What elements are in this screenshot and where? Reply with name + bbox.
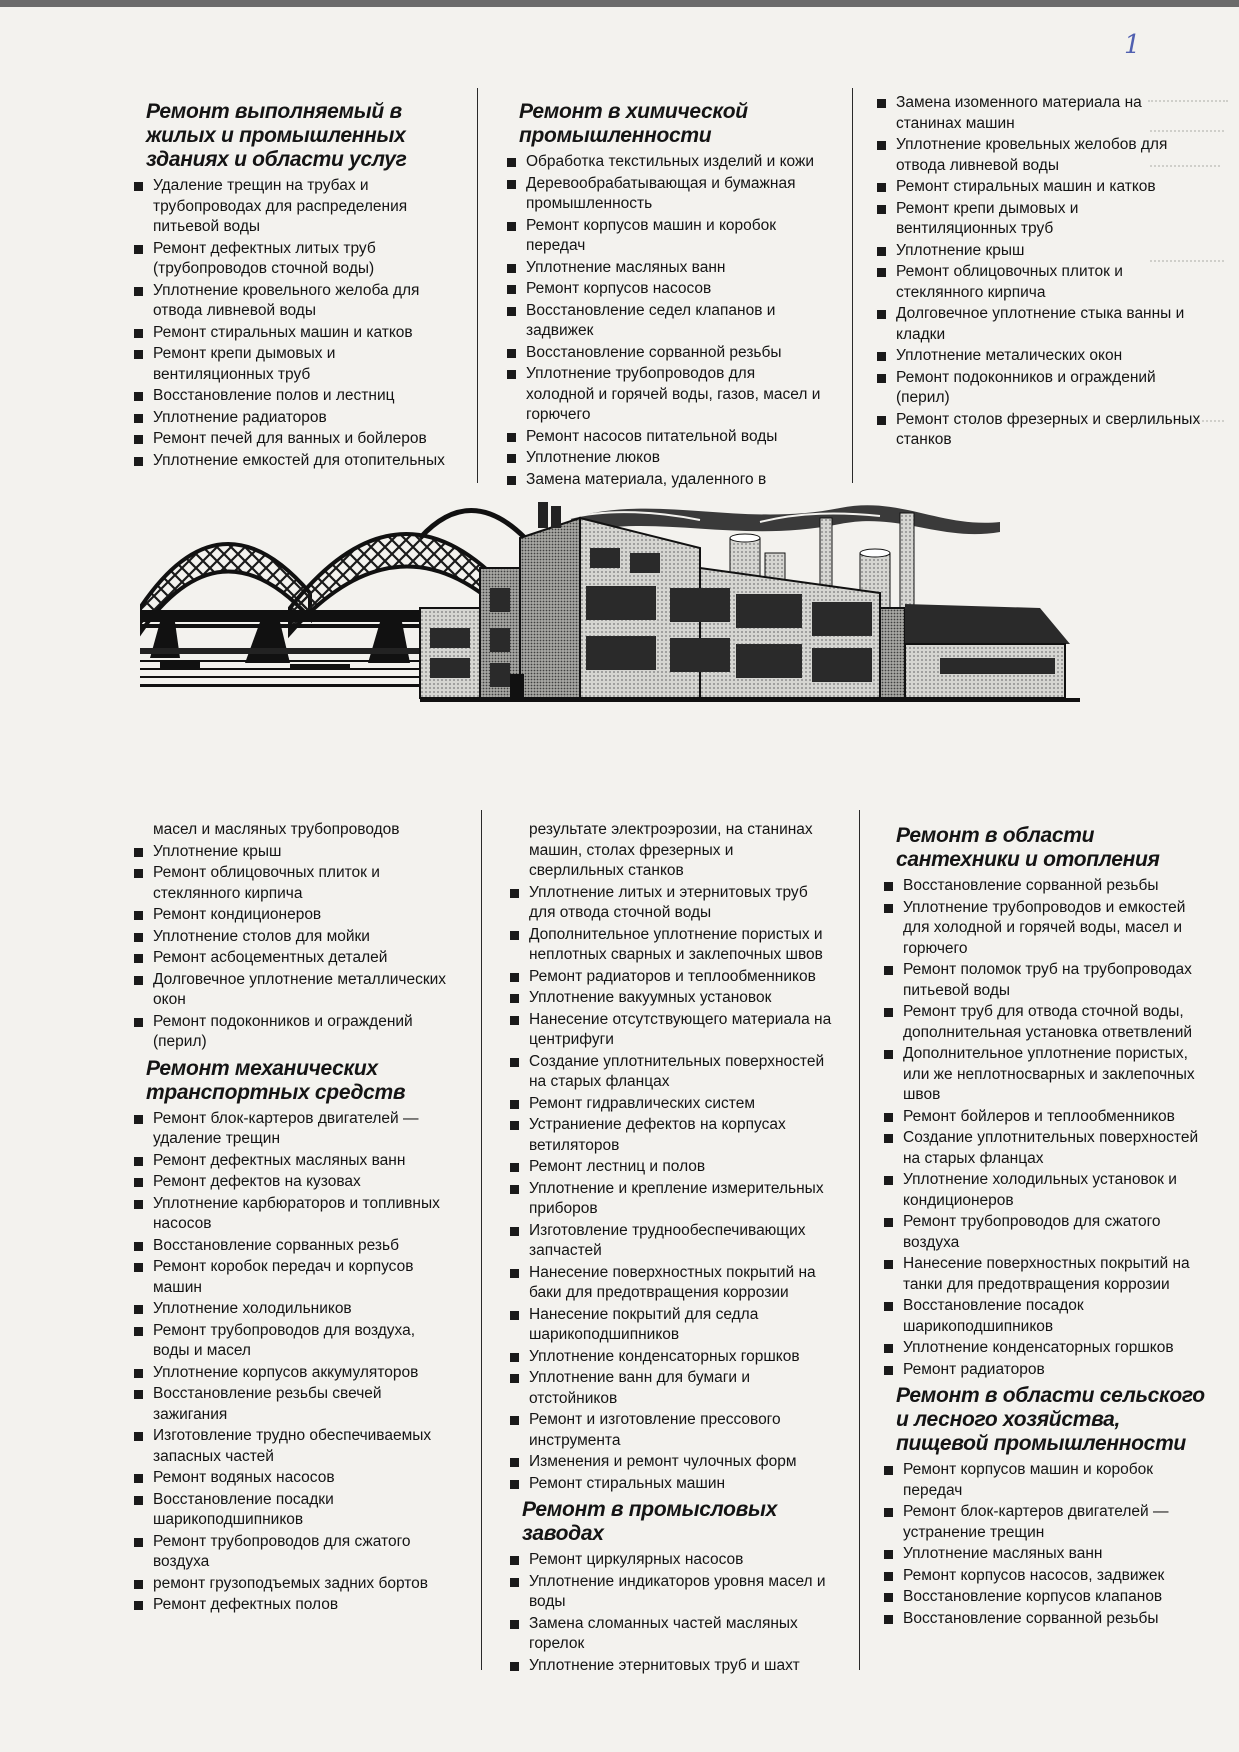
list-item: Восстановление посадки шарикоподшипников — [130, 1490, 452, 1531]
list-item: Ремонт бойлеров и теплообменников — [880, 1107, 1205, 1128]
list-item: Деревообрабатывающая и бумажная промышленность — [503, 174, 823, 215]
top-column-3 — [873, 93, 1203, 452]
list-item: Ремонт коробок передач и корпусов машин — [130, 1257, 452, 1298]
column-rule — [859, 810, 860, 1670]
list-item: Восстановление полов и лестниц — [130, 386, 448, 407]
list-item: Восстановление резьбы свечей зажигания — [130, 1384, 452, 1425]
list-item: Ремонт корпусов насосов — [503, 279, 823, 300]
list-item: Уплотнение этернитовых труб и шахт — [506, 1656, 832, 1677]
list-item: Долговечное уплотнение стыка ванны и кладки — [873, 304, 1203, 345]
list-item: Ремонт дефектных полов — [130, 1595, 452, 1616]
list-item: Уплотнение трубопроводов и емкостей для холодной и горячей воды, масел и горючего — [880, 898, 1205, 960]
list-item: Ремонт дефектов на кузовах — [130, 1172, 452, 1193]
list-item: Ремонт лестниц и полов — [506, 1157, 832, 1178]
list-item: Ремонт стиральных машин — [506, 1474, 832, 1495]
heading-trade-plants: Ремонт в промысловых заводах — [522, 1498, 778, 1545]
list-item: Уплотнение кровельных желобов для отвода ливневой воды — [873, 135, 1203, 176]
top-column-2 — [503, 96, 823, 491]
page-number-handwritten: 1 — [1124, 30, 1141, 60]
list-item: Восстановление седел клапанов и задвижек — [503, 301, 823, 342]
list-item: Ремонт труб для отвода сточной воды, дополнительная установка ответвлений — [880, 1002, 1205, 1043]
list-item: Уплотнение холодильных установок и кондиционеров — [880, 1170, 1205, 1211]
list-item: Замена изоменного материала на станинах машин — [873, 93, 1203, 134]
list-item: Ремонт асбоцементных деталей — [130, 948, 452, 969]
list-item: Создание уплотнительных поверхностей на старых фланцах — [506, 1052, 832, 1093]
list-item: Уплотнение масляных ванн — [503, 258, 823, 279]
continuation-text: масел и масляных трубопроводов — [153, 821, 400, 838]
list-item: Уплотнение корпусов аккумуляторов — [130, 1363, 452, 1384]
list-item: Уплотнение столов для мойки — [130, 927, 452, 948]
list-item: Создание уплотнительных поверхностей на старых фланцах — [880, 1128, 1205, 1169]
list-item: Ремонт трубопроводов для воздуха, воды и масел — [130, 1321, 452, 1362]
list-item: Восстановление сорванных резьб — [130, 1236, 452, 1257]
list-item: Обработка текстильных изделий и кожи — [503, 152, 823, 173]
list — [503, 152, 823, 490]
list-item: Нанесение поверхностных покрытий на танки для предотвращения коррозии — [880, 1254, 1205, 1295]
list-item: Ремонт насосов питательной воды — [503, 427, 823, 448]
list-item: Уплотнение карбюраторов и топливных насосов — [130, 1194, 452, 1235]
list-item: Ремонт дефектных литых труб (трубопроводов сточной воды) — [130, 239, 448, 280]
list — [130, 176, 448, 471]
list — [130, 1109, 452, 1616]
list-item: Уплотнение крыш — [130, 842, 452, 863]
list-item: Уплотнение конденсаторных горшков — [880, 1338, 1205, 1359]
list-item: Ремонт стиральных машин и катков — [130, 323, 448, 344]
list-item: Ремонт блок-картеров двигателей — устранение трещин — [880, 1502, 1205, 1543]
list-item: Устраниение дефектов на корпусах ветиляторов — [506, 1115, 832, 1156]
list-item: Ремонт подоконников и ограждений (перил) — [130, 1012, 452, 1053]
list-item: Долговечное уплотнение металлических окон — [130, 970, 452, 1011]
list-item: Изготовление труднообеспечивающих запчастей — [506, 1221, 832, 1262]
bottom-column-3 — [880, 820, 1205, 1630]
list-item: Дополнительное уплотнение пористых, или же неплотносварных и заклепочных швов — [880, 1044, 1205, 1106]
top-column-1 — [130, 96, 448, 472]
column-rule — [852, 88, 853, 483]
list-item: Ремонт дефектных масляных ванн — [130, 1151, 452, 1172]
list — [506, 1550, 832, 1676]
list-item: Ремонт циркулярных насосов — [506, 1550, 832, 1571]
industrial-illustration — [140, 498, 1200, 784]
heading-residential-industrial: Ремонт выполняемый в жилых и промышленных зданиях и области услуг — [146, 100, 407, 171]
list-item: Ремонт водяных насосов — [130, 1468, 452, 1489]
list-item: Ремонт крепи дымовых и вентиляционных труб — [873, 199, 1203, 240]
heading-plumbing-heating: Ремонт в области сантехники и отопления — [896, 824, 1160, 871]
list-item: Ремонт подоконников и ограждений (перил) — [873, 368, 1203, 409]
list-item: Ремонт блок-картеров двигателей — удаление трещин — [130, 1109, 452, 1150]
list-item: Ремонт гидравлических систем — [506, 1094, 832, 1115]
list-item: Ремонт столов фрезерных и сверлильных станков — [873, 410, 1203, 451]
list-item: Восстановление сорванной резьбы — [880, 1609, 1205, 1630]
list-item: Восстановление сорванной резьбы — [503, 343, 823, 364]
scan-edge — [0, 0, 1239, 7]
list-item: Замена сломанных частей масляных горелок — [506, 1614, 832, 1655]
column-rule — [477, 88, 478, 483]
list-item: Уплотнение емкостей для отопительных — [130, 451, 448, 472]
list-item: Ремонт стиральных машин и катков — [873, 177, 1203, 198]
list — [873, 93, 1203, 451]
list-item: Уплотнение радиаторов — [130, 408, 448, 429]
list-item: Ремонт корпусов машин и коробок передач — [503, 216, 823, 257]
heading-motor-vehicles: Ремонт механических транспортных средств — [146, 1056, 406, 1104]
list-item: Нанесение покрытий для седла шарикоподшипников — [506, 1305, 832, 1346]
list — [880, 1460, 1205, 1629]
list-item: Уплотнение и крепление измерительных приборов — [506, 1179, 832, 1220]
list-item: Ремонт крепи дымовых и вентиляционных труб — [130, 344, 448, 385]
column-rule — [481, 810, 482, 1670]
list-item: Уплотнение крыш — [873, 241, 1203, 262]
list-item: Уплотнение кровельного желоба для отвода ливневой воды — [130, 281, 448, 322]
list-item: Уплотнение индикаторов уровня масел и воды — [506, 1572, 832, 1613]
list-item: Восстановление корпусов клапанов — [880, 1587, 1205, 1608]
list-item: Ремонт кондиционеров — [130, 905, 452, 926]
list — [880, 876, 1205, 1380]
list-item: Дополнительное уплотнение пористых и неплотных сварных и заклепочных швов — [506, 925, 832, 966]
list-item: Ремонт радиаторов — [880, 1360, 1205, 1381]
list-item: Уплотнение холодильников — [130, 1299, 452, 1320]
continuation-text: результате электроэрозии, на станинах машин, столах фрезерных и сверлильных станков — [529, 821, 813, 879]
list — [130, 842, 452, 1053]
list-item: Ремонт облицовочных плиток и стеклянного кирпича — [130, 863, 452, 904]
bottom-column-2 — [506, 820, 832, 1677]
heading-agriculture-food: Ремонт в области сельского и лесного хозяйства, пищевой промышленности — [896, 1384, 1205, 1455]
list-item: Восстановление сорванной резьбы — [880, 876, 1205, 897]
list-item: Замена материала, удаленного в — [503, 470, 823, 491]
list — [506, 883, 832, 1495]
list-item: Уплотнение ванн для бумаги и отстойников — [506, 1368, 832, 1409]
smoke-plume — [570, 505, 1000, 534]
list-item: Удаление трещин на трубах и трубопроводах для распределения питьевой воды — [130, 176, 448, 238]
list-item: Уплотнение конденсаторных горшков — [506, 1347, 832, 1368]
list-item: Уплотнение вакуумных установок — [506, 988, 832, 1009]
list-item: Нанесение поверхностных покрытий на баки для предотвращения коррозии — [506, 1263, 832, 1304]
list-item: Ремонт и изготовление прессового инструмента — [506, 1410, 832, 1451]
list-item: Ремонт трубопроводов для сжатого воздуха — [880, 1212, 1205, 1253]
list-item: Ремонт поломок труб на трубопроводах питьевой воды — [880, 960, 1205, 1001]
list-item: ремонт грузоподъемых задних бортов — [130, 1574, 452, 1595]
list-item: Уплотнение люков — [503, 448, 823, 469]
list-item: Ремонт трубопроводов для сжатого воздуха — [130, 1532, 452, 1573]
list-item: Ремонт печей для ванных и бойлеров — [130, 429, 448, 450]
list-item: Изготовление трудно обеспечиваемых запасных частей — [130, 1426, 452, 1467]
list-item: Ремонт облицовочных плиток и стеклянного кирпича — [873, 262, 1203, 303]
list-item: Уплотнение масляных ванн — [880, 1544, 1205, 1565]
bottom-column-1 — [130, 820, 452, 1617]
list-item: Ремонт корпусов машин и коробок передач — [880, 1460, 1205, 1501]
list-item: Восстановление посадок шарикоподшипников — [880, 1296, 1205, 1337]
list-item: Уплотнение литых и этернитовых труб для отвода сточной воды — [506, 883, 832, 924]
list-item: Изменения и ремонт чулочных форм — [506, 1452, 832, 1473]
list-item: Ремонт радиаторов и теплообменников — [506, 967, 832, 988]
list-item: Нанесение отсутствующего материала на центрифуги — [506, 1010, 832, 1051]
list-item: Ремонт корпусов насосов, задвижек — [880, 1566, 1205, 1587]
list-item: Уплотнение трубопроводов для холодной и горячей воды, газов, масел и горючего — [503, 364, 823, 426]
heading-chemical-industry: Ремонт в химической промышленности — [519, 100, 748, 147]
list-item: Уплотнение металических окон — [873, 346, 1203, 367]
